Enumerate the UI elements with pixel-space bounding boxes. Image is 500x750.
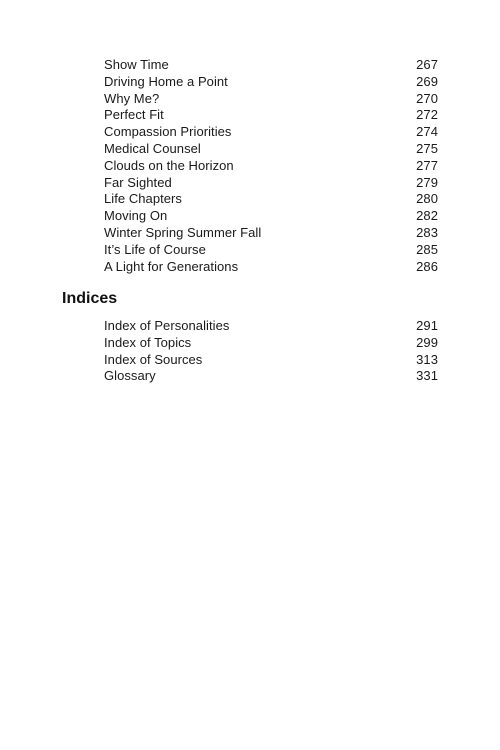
toc-entry[interactable]: [104, 335, 438, 352]
toc-entry[interactable]: [104, 352, 438, 369]
toc-entry-page-number: 279: [416, 174, 438, 190]
toc-list-chapters: [104, 57, 438, 275]
toc-entry-page-number: 272: [416, 107, 438, 123]
toc-entry-title: Show Time: [104, 57, 169, 72]
toc-entry-page-number: 283: [416, 224, 438, 240]
toc-entry-page-number: 285: [416, 241, 438, 257]
toc-entry[interactable]: [104, 259, 438, 276]
toc-entry-title: Index of Personalities: [104, 318, 230, 333]
toc-entry-page-number: 274: [416, 124, 438, 140]
toc-entry[interactable]: [104, 91, 438, 108]
section-heading-indices: Indices: [62, 290, 118, 307]
toc-entry-title: Winter Spring Summer Fall: [104, 224, 262, 240]
toc-entry[interactable]: [104, 318, 438, 335]
toc-entry[interactable]: [104, 158, 438, 175]
toc-list-indices: [104, 318, 438, 385]
toc-entry-title: Moving On: [104, 208, 168, 224]
toc-entry[interactable]: [104, 57, 438, 74]
toc-entry-page-number: 267: [416, 57, 438, 72]
toc-entry-title: Compassion Priorities: [104, 124, 232, 140]
toc-entry-page-number: 280: [416, 191, 438, 207]
toc-entry-title: Why Me?: [104, 90, 160, 106]
toc-entry[interactable]: [104, 175, 438, 192]
toc-entry-page-number: 269: [416, 73, 438, 89]
toc-entry-title: Glossary: [104, 368, 156, 384]
toc-entry-title: Far Sighted: [104, 174, 172, 190]
toc-entry[interactable]: [104, 208, 438, 225]
toc-entry[interactable]: [104, 124, 438, 141]
toc-entry-title: A Light for Generations: [104, 258, 239, 274]
toc-entry-title: Driving Home a Point: [104, 73, 228, 89]
toc-entry-page-number: 313: [416, 351, 438, 367]
toc-entry-page-number: 282: [416, 208, 438, 224]
toc-entry-title: Medical Counsel: [104, 140, 201, 156]
toc-entry-title: Index of Sources: [104, 351, 203, 367]
toc-entry[interactable]: [104, 225, 438, 242]
toc-entry[interactable]: [104, 242, 438, 259]
toc-entry-page-number: 286: [416, 258, 438, 274]
toc-entry-title: Index of Topics: [104, 334, 192, 350]
toc-entry-page-number: 277: [416, 157, 438, 173]
toc-entry-page-number: 331: [416, 368, 438, 384]
toc-entry-page-number: 270: [416, 90, 438, 106]
toc-entry[interactable]: [104, 191, 438, 208]
toc-entry[interactable]: [104, 107, 438, 124]
toc-entry-title: Clouds on the Horizon: [104, 157, 234, 173]
toc-entry[interactable]: [104, 368, 438, 385]
toc-entry[interactable]: [104, 141, 438, 158]
toc-entry-page-number: 275: [416, 140, 438, 156]
toc-entry-page-number: 299: [416, 334, 438, 350]
toc-entry-title: Life Chapters: [104, 191, 182, 207]
toc-entry[interactable]: [104, 74, 438, 91]
toc-entry-page-number: 291: [416, 318, 438, 333]
toc-entry-title: It’s Life of Course: [104, 241, 206, 257]
toc-entry-title: Perfect Fit: [104, 107, 164, 123]
